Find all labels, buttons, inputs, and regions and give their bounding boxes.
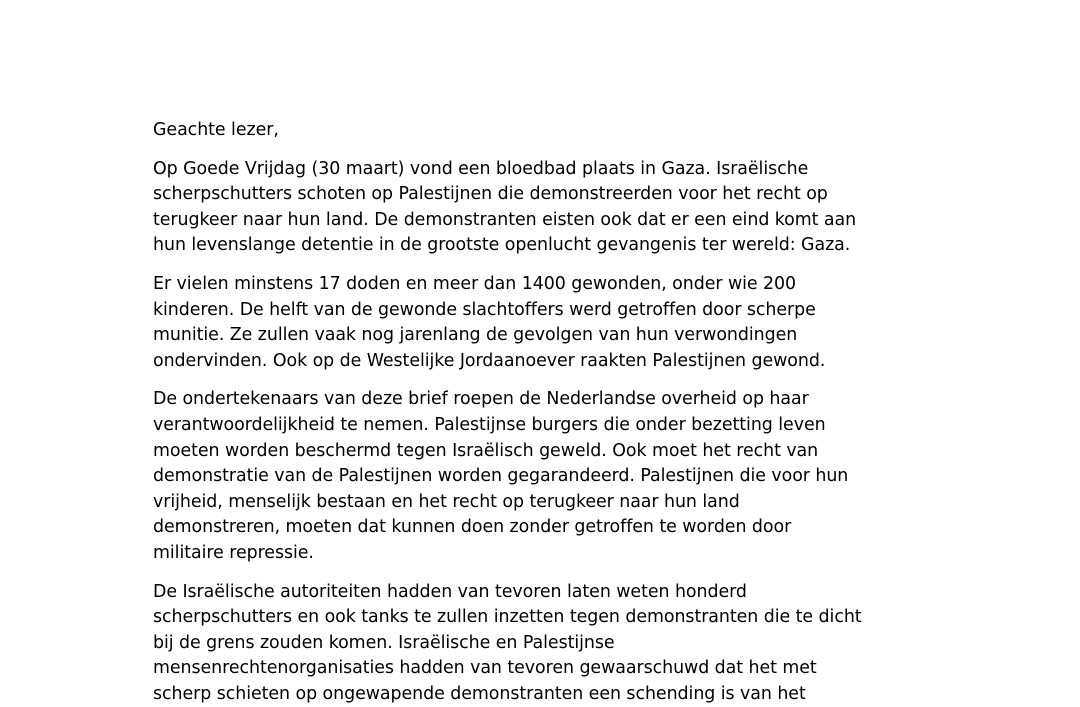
text-line: scherpschutters schoten op Palestijnen die demonstreerden voor het recht op — [153, 182, 905, 208]
text-line: vrijheid, menselijk bestaan en het recht op terugkeer naar hun land — [153, 490, 905, 516]
text-line: Op Goede Vrijdag (30 maart) vond een bloedbad plaats in Gaza. Israëlische — [153, 157, 905, 183]
text-line: verantwoordelijkheid te nemen. Palestijnse burgers die onder bezetting leven — [153, 413, 905, 439]
text-line: ondervinden. Ook op de Westelijke Jordaanoever raakten Palestijnen gewond. — [153, 349, 905, 375]
text-line: bij de grens zouden komen. Israëlische en Palestijnse — [153, 631, 905, 657]
text-line: kinderen. De helft van de gewonde slachtoffers werd getroffen door scherpe — [153, 298, 905, 324]
paragraph-salutation — [153, 118, 905, 144]
text-line: De ondertekenaars van deze brief roepen de Nederlandse overheid op haar — [153, 387, 905, 413]
text-line: terugkeer naar hun land. De demonstranten eisten ook dat er een eind komt aan — [153, 208, 905, 234]
paragraph-slachtoffers — [153, 272, 905, 374]
text-line: militaire repressie. — [153, 541, 905, 567]
text-line: demonstreren, moeten dat kunnen doen zonder getroffen te worden door — [153, 515, 905, 541]
text-line: demonstratie van de Palestijnen worden gegarandeerd. Palestijnen die voor hun — [153, 464, 905, 490]
text-line: scherp schieten op ongewapende demonstranten een schending is van het — [153, 682, 905, 707]
paragraph-oproep-overheid — [153, 387, 905, 566]
text-line: Geachte lezer, — [153, 118, 905, 144]
text-line: Er vielen minstens 17 doden en meer dan 1400 gewonden, onder wie 200 — [153, 272, 905, 298]
paragraph-bloedbad-gaza — [153, 157, 905, 259]
text-line: hun levenslange detentie in de grootste openlucht gevangenis ter wereld: Gaza. — [153, 233, 905, 259]
letter-body — [153, 118, 905, 707]
text-line: moeten worden beschermd tegen Israëlisch geweld. Ook moet het recht van — [153, 439, 905, 465]
text-line: scherpschutters en ook tanks te zullen inzetten tegen demonstranten die te dicht — [153, 605, 905, 631]
text-line: mensenrechtenorganisaties hadden van tevoren gewaarschuwd dat het met — [153, 656, 905, 682]
paragraph-autoriteiten-waarschuwing — [153, 580, 905, 707]
text-line: De Israëlische autoriteiten hadden van tevoren laten weten honderd — [153, 580, 905, 606]
text-line: munitie. Ze zullen vaak nog jarenlang de gevolgen van hun verwondingen — [153, 323, 905, 349]
